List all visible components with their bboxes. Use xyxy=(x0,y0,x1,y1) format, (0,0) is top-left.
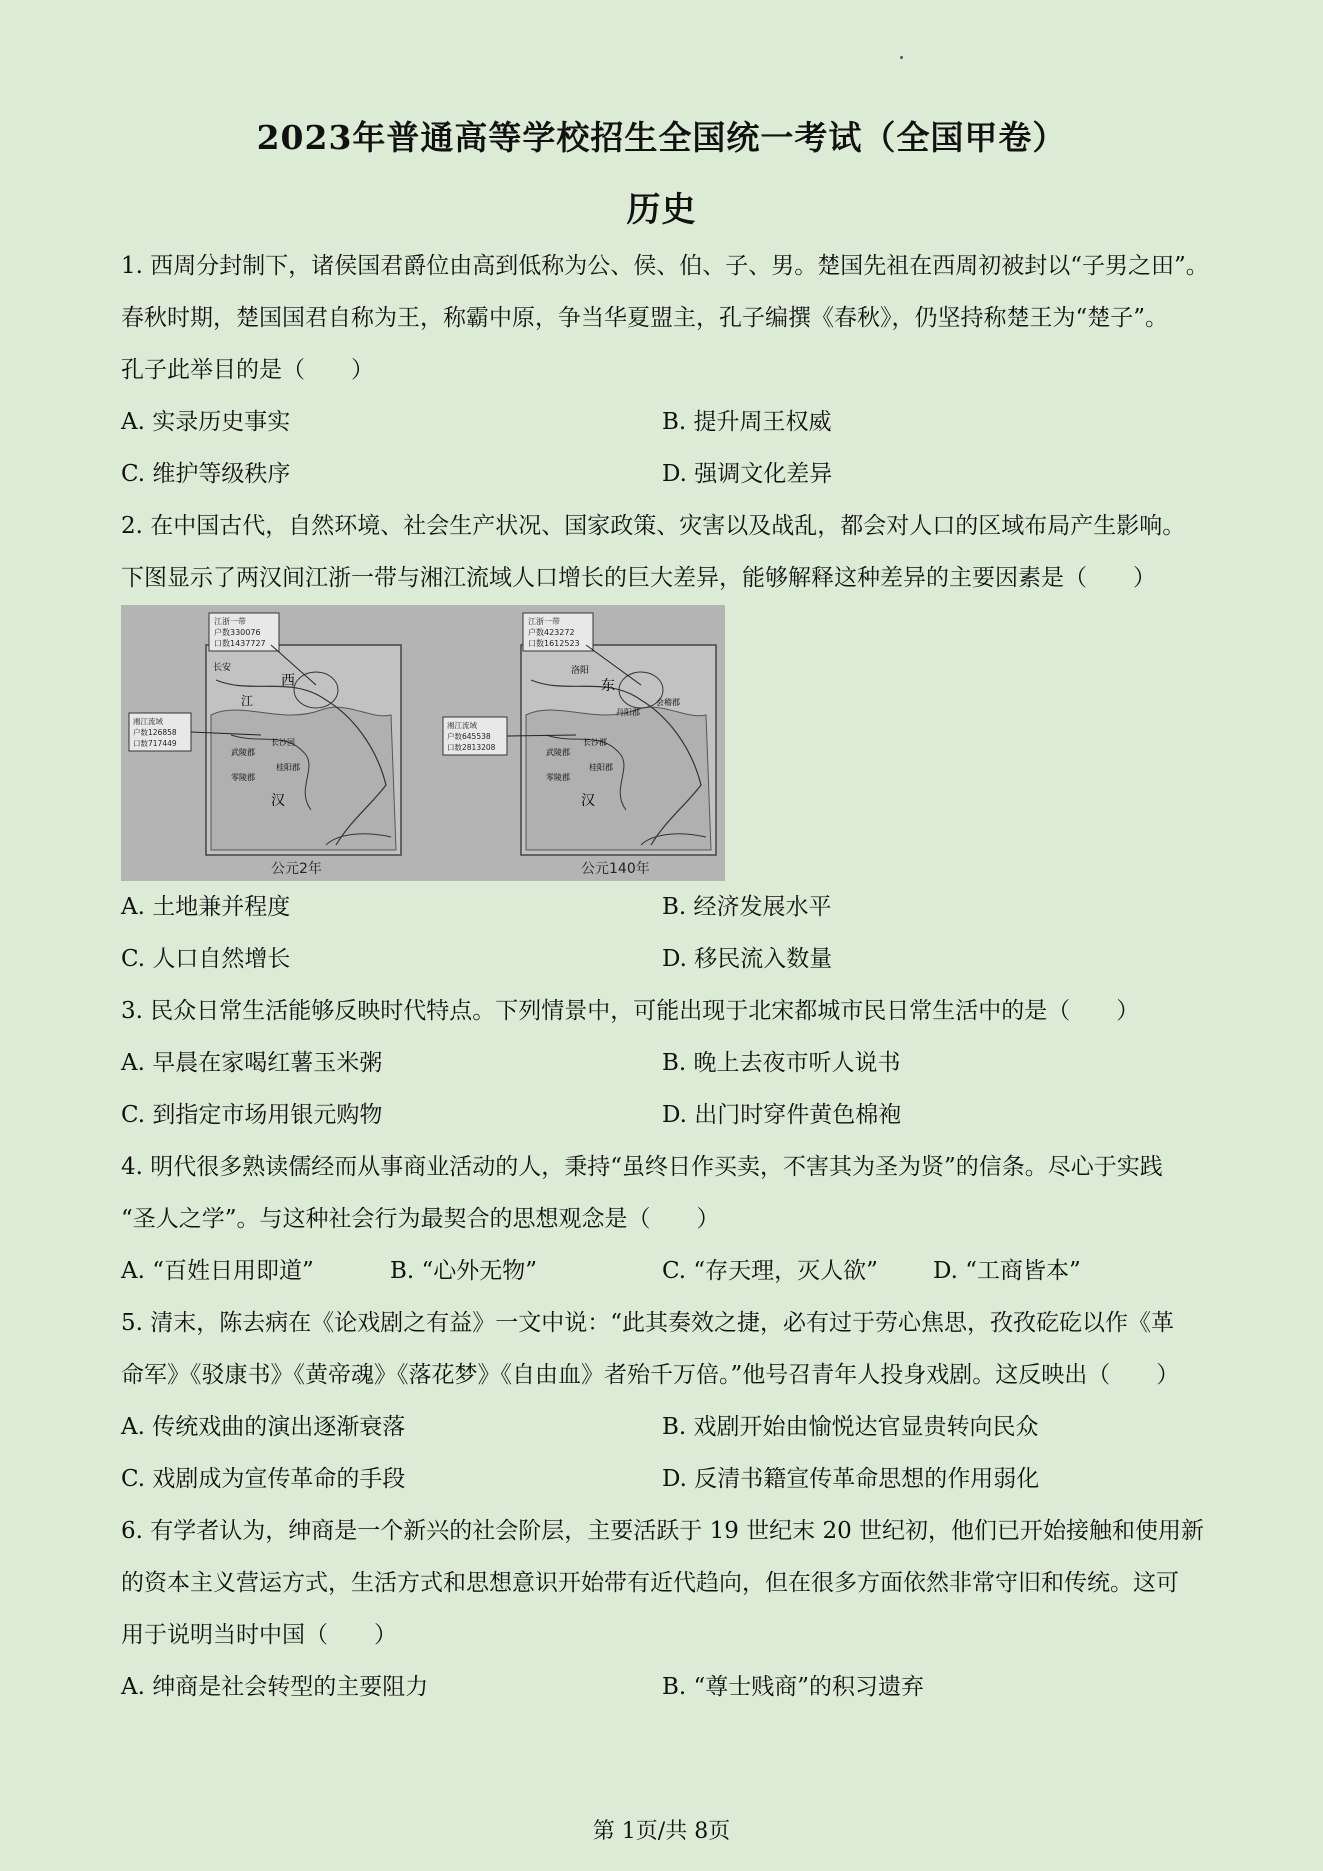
population-maps-figure xyxy=(121,605,725,881)
exam-title: 2023年普通高等学校招生全国统一考试（全国甲卷） xyxy=(256,118,1067,157)
left-map-caption: 公元2年 xyxy=(271,861,322,877)
q6-option-b: B. “尊士贱商”的积习遗弃 xyxy=(662,1674,925,1700)
left-box2-line1: 湘江流域 xyxy=(133,717,163,726)
right-box1-line3: 口数1612523 xyxy=(528,639,580,648)
q4-line-1: 4. 明代很多熟读儒经而从事商业活动的人，秉持“虽终日作买卖，不害其为圣为贤”的信条。尽心于实践 xyxy=(121,1154,1163,1180)
right-box1-line2: 户数423272 xyxy=(528,628,575,637)
right-label-lingling: 零陵郡 xyxy=(546,773,570,782)
right-label-han: 汉 xyxy=(581,793,595,809)
q1-line-2: 春秋时期，楚国国君自称为王，称霸中原，争当华夏盟主，孔子编撰《春秋》，仍坚持称楚王为“楚子”。 xyxy=(121,305,1169,331)
left-box2-line2: 户数126858 xyxy=(133,728,177,737)
right-box2-line3: 口数2813208 xyxy=(447,743,496,752)
right-label-guiyang: 桂阳郡 xyxy=(589,763,613,772)
q1-line-1: 1. 西周分封制下，诸侯国君爵位由高到低称为公、侯、伯、子、男。楚国先祖在西周初被封以“子男之田”。 xyxy=(121,253,1209,279)
right-label-dong: 东 xyxy=(601,678,615,694)
left-label-wuling: 武陵郡 xyxy=(231,748,255,757)
right-box2-line1: 湘江流域 xyxy=(447,721,477,730)
q4-line-2: “圣人之学”。与这种社会行为最契合的思想观念是（ ） xyxy=(121,1206,720,1232)
q5-option-b: B. 戏剧开始由愉悦达官显贵转向民众 xyxy=(662,1414,1039,1440)
left-box1-line3: 口数1437727 xyxy=(214,639,266,648)
q6-line-1: 6. 有学者认为，绅商是一个新兴的社会阶层，主要活跃于 19 世纪末 20 世纪初，他们已开始接触和使用新 xyxy=(121,1518,1205,1544)
q5-option-c: C. 戏剧成为宣传革命的手段 xyxy=(121,1466,406,1492)
q3-option-c: C. 到指定市场用银元购物 xyxy=(121,1102,383,1128)
q5-option-d: D. 反清书籍宣传革命思想的作用弱化 xyxy=(662,1466,1040,1492)
right-label-luoyang: 洛阳 xyxy=(571,666,590,676)
q4-option-b: B. “心外无物” xyxy=(390,1258,538,1284)
q1-option-b: B. 提升周王权威 xyxy=(662,409,832,435)
left-box1-line1: 江浙一带 xyxy=(214,617,246,626)
q3-option-b: B. 晚上去夜市听人说书 xyxy=(662,1050,901,1076)
left-label-changan: 长安 xyxy=(213,663,232,673)
q6-line-3: 用于说明当时中国（ ） xyxy=(121,1622,397,1648)
page-number: 第 1页/共 8页 xyxy=(592,1819,731,1844)
q1-option-d: D. 强调文化差异 xyxy=(662,461,833,487)
right-box1-line1: 江浙一带 xyxy=(528,617,560,626)
right-label-changsha: 长沙郡 xyxy=(583,738,607,747)
q6-line-2: 的资本主义营运方式，生活方式和思想意识开始带有近代趋向，但在很多方面依然非常守旧和传统。这可 xyxy=(121,1570,1179,1596)
right-box2-line2: 户数645538 xyxy=(447,732,491,741)
q5-option-a: A. 传统戏曲的演出逐渐衰落 xyxy=(121,1414,406,1440)
right-label-danyang: 丹阳郡 xyxy=(616,708,640,717)
q5-line-1: 5. 清末，陈去病在《论戏剧之有益》一文中说：“此其奏效之捷，必有过于劳心焦思，孜孜矻矻以作《革 xyxy=(121,1310,1175,1336)
left-label-han: 汉 xyxy=(271,793,285,809)
scan-dot xyxy=(900,56,903,59)
left-label-changsha: 长沙国 xyxy=(271,738,295,747)
left-label-xi: 西 xyxy=(281,673,295,689)
q4-option-c: C. “存天理，灭人欲” xyxy=(662,1258,878,1284)
q6-option-a: A. 绅商是社会转型的主要阻力 xyxy=(121,1674,429,1700)
q1-option-a: A. 实录历史事实 xyxy=(121,409,291,435)
q3-option-d: D. 出门时穿件黄色棉袍 xyxy=(662,1102,902,1128)
left-label-lingling: 零陵郡 xyxy=(231,773,255,782)
subject-title: 历史 xyxy=(626,190,697,230)
q1-option-c: C. 维护等级秩序 xyxy=(121,461,291,487)
q3-line-1: 3. 民众日常生活能够反映时代特点。下列情景中，可能出现于北宋都城市民日常生活中的是（ ） xyxy=(121,998,1140,1024)
q2-option-b: B. 经济发展水平 xyxy=(662,894,832,920)
left-box2-line3: 口数717449 xyxy=(133,739,177,748)
q2-option-d: D. 移民流入数量 xyxy=(662,946,833,972)
left-label-guiyang: 桂阳郡 xyxy=(276,763,300,772)
right-map-caption: 公元140年 xyxy=(581,861,650,877)
right-label-wuling: 武陵郡 xyxy=(546,748,570,757)
left-box1-line2: 户数330076 xyxy=(214,628,261,637)
q4-option-d: D. “工商皆本” xyxy=(933,1258,1081,1284)
q5-line-2: 命军》《驳康书》《黄帝魂》《落花梦》《自由血》者殆千万倍。”他号召青年人投身戏剧。这反映出（ ） xyxy=(121,1362,1180,1388)
q2-option-a: A. 土地兼并程度 xyxy=(121,894,291,920)
left-label-jiang: 江 xyxy=(241,694,254,708)
q3-option-a: A. 早晨在家喝红薯玉米粥 xyxy=(121,1050,383,1076)
q2-option-c: C. 人口自然增长 xyxy=(121,946,291,972)
q2-line-2: 下图显示了两汉间江浙一带与湘江流域人口增长的巨大差异，能够解释这种差异的主要因素是（ ） xyxy=(121,565,1156,591)
q4-option-a: A. “百姓日用即道” xyxy=(121,1258,314,1284)
right-label-kuaiji: 会稽郡 xyxy=(656,698,680,707)
q1-line-3: 孔子此举目的是（ ） xyxy=(121,357,374,383)
q2-line-1: 2. 在中国古代，自然环境、社会生产状况、国家政策、灾害以及战乱，都会对人口的区域布局产生影响。 xyxy=(121,513,1186,539)
